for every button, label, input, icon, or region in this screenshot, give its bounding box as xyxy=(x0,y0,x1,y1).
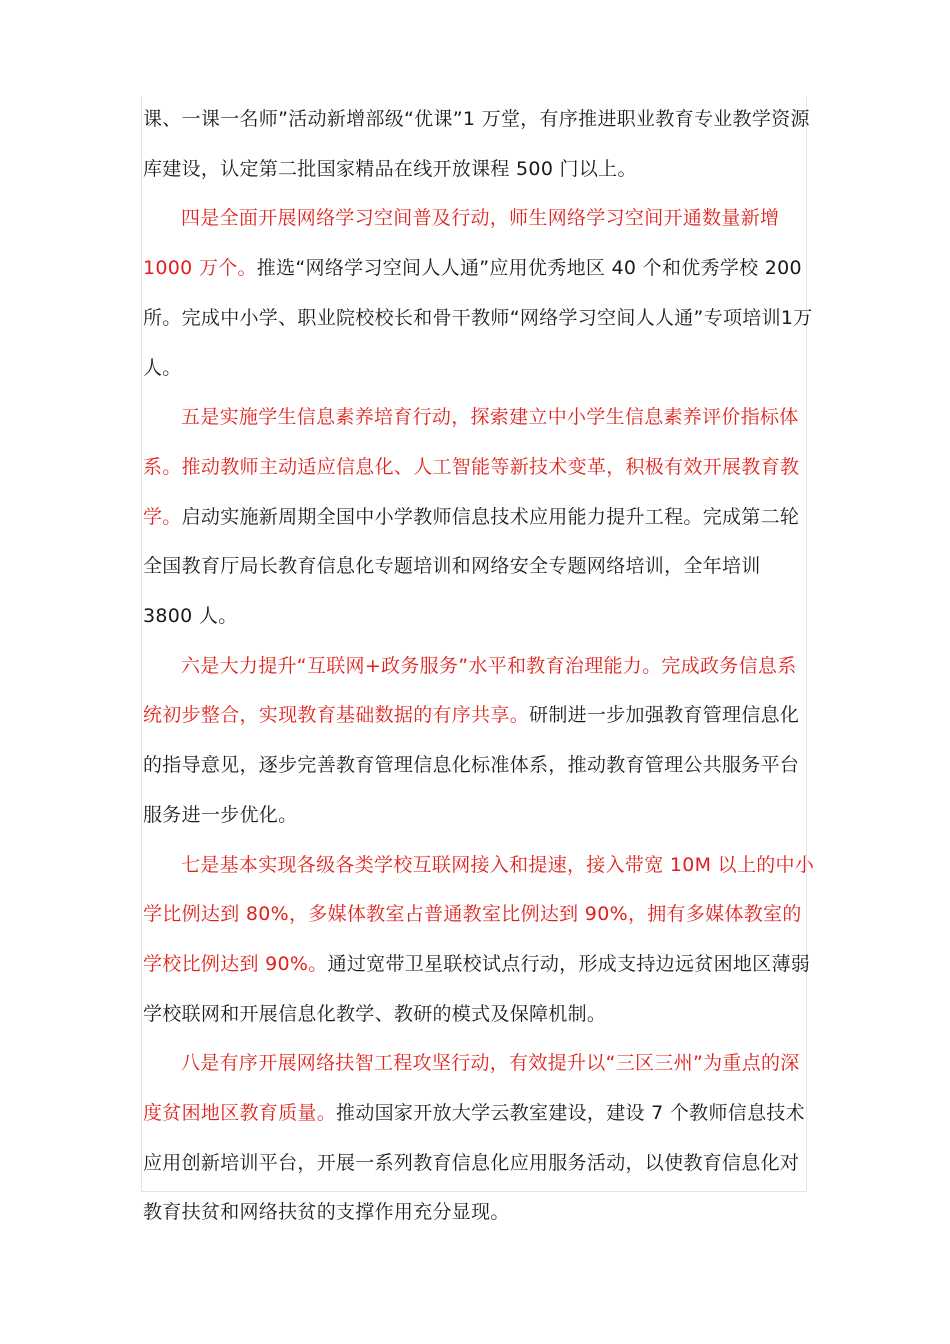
paragraph-item-7 xyxy=(143,841,815,1040)
paragraph-text: 通过宽带卫星联校试点行动，形成支持边远贫困地区薄弱学校联网和开展信息化教学、教研的模式及保障机制。 xyxy=(143,952,811,1025)
paragraph-text: 启动实施新周期全国中小学教师信息技术应用能力提升工程。完成第二轮全国教育厅局长教育信息化专题培训和网络安全专题网络培训，全年培训 3800 人。 xyxy=(143,505,800,628)
paragraph-item-8 xyxy=(143,1039,815,1238)
paragraph-item-5 xyxy=(143,393,815,642)
paragraph-text: 推动国家开放大学云教室建设，建设 7 个教师信息技术应用创新培训平台，开展一系列教育信息化应用服务活动，以使教育信息化对教育扶贫和网络扶贫的支撑作用充分显现。 xyxy=(143,1102,805,1224)
paragraph-text: 推选“网络学习空间人人通”应用优秀地区 40 个和优秀学校 200所。完成中小学、职业院校校长和骨干教师“网络学习空间人人通”专项培训1万人。 xyxy=(143,257,813,379)
paragraph-item-4 xyxy=(143,194,815,393)
paragraph-highlight: 四是全面开展网络学习空间普及行动，师生网络学习空间开通数量新增1000 万个。 xyxy=(143,207,780,280)
paragraph-item-6 xyxy=(143,642,815,841)
paragraph-text: 研制进一步加强教育管理信息化的指导意见，逐步完善教育管理信息化标准体系，推动教育管理公共服务平台服务进一步优化。 xyxy=(143,704,800,826)
document-body xyxy=(143,95,815,1238)
paragraph-continuation xyxy=(143,95,815,194)
paragraph-highlight: 七是基本实现各级各类学校互联网接入和提速，接入带宽 10M 以上的中小学比例达到 80%，多媒体教室占普通教室比例达到 90%，拥有多媒体教室的学校比例达到 90%。 xyxy=(143,853,815,975)
paragraph-highlight: 八是有序开展网络扶智工程攻坚行动，有效提升以“三区三州”为重点的深度贫困地区教育质量。 xyxy=(143,1052,800,1125)
paragraph-highlight: 六是大力提升“互联网+政务服务”水平和教育治理能力。完成政务信息系统初步整合，实现教育基础数据的有序共享。 xyxy=(143,654,797,727)
paragraph-highlight: 五是实施学生信息素养培育行动，探索建立中小学生信息素养评价指标体系。推动教师主动适应信息化、人工智能等新技术变革，积极有效开展教育教学。 xyxy=(143,406,800,528)
paragraph-text: 课、一课一名师”活动新增部级“优课”1 万堂，有序推进职业教育专业教学资源库建设，认定第二批国家精品在线开放课程 500 门以上。 xyxy=(143,108,810,180)
